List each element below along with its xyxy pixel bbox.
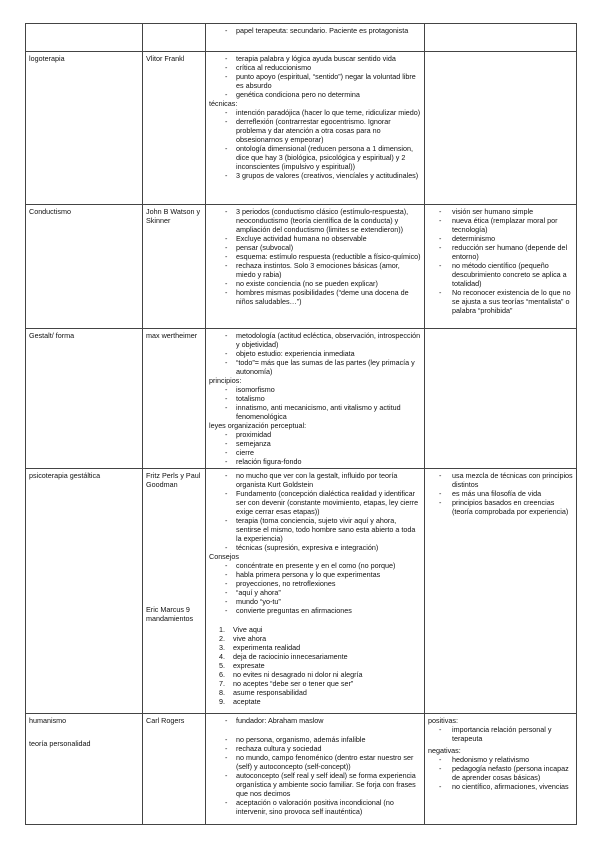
list-item: - no existe conciencia (no se pueden explicar)	[209, 279, 421, 288]
list-item: - totalismo	[209, 394, 421, 403]
list-item: - mundo “yo-tu”	[209, 597, 421, 606]
list-item: - derreflexión (contrarrestar egocentrismo. Ignorar problema y dar atención a otra cosas para no obsesionarnos y empeorar)	[209, 117, 421, 144]
advice-list	[209, 561, 421, 615]
list-item: - “aquí y ahora”	[209, 588, 421, 597]
laws-list	[209, 430, 421, 466]
author-cell: max wertheimer	[143, 329, 206, 469]
author-cell	[143, 469, 206, 714]
author-cell: Vlitor Frankl	[143, 52, 206, 205]
list-item: - semejanza	[209, 439, 421, 448]
list-item: 1. Vive aqui	[219, 625, 263, 635]
list-item: - usa mezcla de técnicas con principios distintos	[428, 471, 573, 489]
list-item: - cierre	[209, 448, 421, 457]
feature-list	[209, 471, 421, 552]
list-item: - no método científico (pequeño descubrimiento concreto se aplica a totalidad)	[428, 261, 573, 288]
list-item: - concéntrate en presente y en el como (no porque)	[209, 561, 421, 570]
table-row	[26, 52, 577, 205]
critique-cell	[425, 52, 577, 205]
list-item: - autoconcepto (self real y self ideal) se forma experiencia organística y ambiente socio familiar. Se forja con frases que nos decimos	[209, 771, 421, 798]
feature-list	[209, 331, 421, 376]
list-item: - nueva ética (remplazar moral por tecnología)	[428, 216, 573, 234]
list-item: 2. vive ahora	[219, 634, 267, 644]
list-item: 9. aceptate	[219, 697, 261, 707]
list-item: - isomorfismo	[209, 385, 421, 394]
technique-list	[209, 108, 421, 180]
list-item: - crítica al reduccionismo	[209, 63, 421, 72]
list-item: - No reconocer existencia de lo que no se ajusta a sus teorías “mentalista” o palabra “prohibida”	[428, 288, 573, 315]
author-cell	[143, 24, 206, 52]
principles-list	[209, 385, 421, 421]
table-row	[26, 204, 577, 329]
list-item: - rechaza cultura y sociedad	[209, 744, 421, 753]
section-heading: Consejos	[209, 552, 239, 562]
features-cell	[206, 24, 425, 52]
list-item: - principios basados en creencias (teoría comprobada por experiencia)	[428, 498, 573, 516]
school-cell	[26, 24, 143, 52]
author-cell: John B Watson y Skinner	[143, 204, 206, 329]
critique-cell	[425, 329, 577, 469]
list-item: 3. experimenta realidad	[219, 643, 301, 653]
list-item: - punto apoyo (espiritual, “sentido”) negar la voluntad libre es absurdo	[209, 72, 421, 90]
list-item: - terapia (toma conciencia, sujeto vivir aquí y ahora, sentirse el mismo, todo hombre sano esta abierto a toda la experiencia)	[209, 516, 421, 543]
author-name: Eric Marcus 9 mandamientos	[146, 605, 194, 624]
positives-list	[428, 725, 573, 743]
school-cell: Gestalt/ forma	[26, 329, 143, 469]
feature-list	[209, 26, 421, 35]
features-cell	[206, 329, 425, 469]
table-row	[26, 469, 577, 714]
list-item: - rechaza instintos. Solo 3 emociones básicas (amor, miedo y rabia)	[209, 261, 421, 279]
list-item: - metodología (actitud ecléctica, observación, introspección y objetividad)	[209, 331, 421, 349]
list-item: - determinismo	[428, 234, 573, 243]
list-item: - innatismo, anti mecanicismo, anti vitalismo y actitud fenomenológica	[209, 403, 421, 421]
list-item: - proximidad	[209, 430, 421, 439]
section-heading: positivas:	[428, 716, 458, 726]
list-item: - hedonismo y relativismo	[428, 755, 573, 764]
list-item: - relación figura-fondo	[209, 457, 421, 466]
table-row	[26, 329, 577, 469]
negatives-list	[428, 755, 573, 791]
list-item: - Fundamento (concepción dialéctica realidad y identificar ser con devenir (constante movimiento, etapas, ley cierre exige cerrar esas etapas))	[209, 489, 421, 516]
list-item: - genética condiciona pero no determina	[209, 90, 421, 99]
comparison-table	[25, 23, 577, 825]
list-item: - papel terapeuta: secundario. Paciente es protagonista	[209, 26, 421, 35]
list-item: 7. no aceptes “debe ser o tener que ser”	[219, 679, 354, 689]
list-item: - “todo”= más que las sumas de las partes (ley primacía y autonomía)	[209, 358, 421, 376]
list-item: - convierte preguntas en afirmaciones	[209, 606, 421, 615]
list-item: - esquema: estímulo respuesta (reductible a físico-químico)	[209, 252, 421, 261]
list-item: - ontología dimensional (reducen persona a 1 dimension, dice que hay 3 (biológica, psicológica y espiritual) y 2 inconscientes (impulsivo y espiritual))	[209, 144, 421, 171]
critique-cell	[425, 204, 577, 329]
critique-cell	[425, 714, 577, 825]
critique-list	[428, 471, 573, 516]
list-item: - no mucho que ver con la gestalt, influido por teoría organista Kurt Goldstein	[209, 471, 421, 489]
features-cell	[206, 52, 425, 205]
section-heading: negativas:	[428, 746, 461, 756]
list-item: 4. deja de raciocinio innecesariamente	[219, 652, 348, 662]
critique-cell	[425, 469, 577, 714]
features-cell	[206, 714, 425, 825]
list-item: 5. expresate	[219, 661, 265, 671]
section-heading: principios:	[209, 376, 242, 386]
list-item: - pensar (subvocal)	[209, 243, 421, 252]
school-name: humanismo	[29, 716, 67, 726]
list-item: - no persona, organismo, además infalible	[209, 735, 421, 744]
features-cell	[206, 204, 425, 329]
feature-list-2	[209, 735, 421, 816]
section-heading: técnicas:	[209, 99, 238, 109]
list-item: - terapia palabra y lógica ayuda buscar sentido vida	[209, 54, 421, 63]
list-item: - habla primera persona y lo que experimentas	[209, 570, 421, 579]
list-item: - no mundo, campo fenoménico (dentro estar nuestro ser (self) y autoconcepto (self-concept))	[209, 753, 421, 771]
list-item: - es más una filosofía de vida	[428, 489, 573, 498]
list-item: - visión ser humano simple	[428, 207, 573, 216]
list-item: - no científico, afirmaciones, vivencias	[428, 782, 573, 791]
author-cell: Carl Rogers	[143, 714, 206, 825]
feature-list	[209, 54, 421, 99]
school-cell: psicoterapia gestáltica	[26, 469, 143, 714]
table-row	[26, 714, 577, 825]
author-name: Fritz Perls y Paul Goodman	[146, 471, 201, 490]
list-item: - intención paradójica (hacer lo que teme, ridiculizar miedo)	[209, 108, 421, 117]
list-item: - fundador: Abraham maslow	[209, 716, 421, 725]
list-item: - hombres mismas posibilidades (“deme una docena de niños saludables…”)	[209, 288, 421, 306]
school-cell: logoterapia	[26, 52, 143, 205]
list-item: - proyecciones, no retroflexiones	[209, 579, 421, 588]
school-cell	[26, 714, 143, 825]
list-item: - 3 grupos de valores (creativos, viencíales y actitudinales)	[209, 171, 421, 180]
commandments-list	[209, 625, 421, 706]
list-item: - aceptación o valoración positiva incondicional (no intervenir, sino provoca self inauténtica)	[209, 798, 421, 816]
list-item: - Excluye actividad humana no observable	[209, 234, 421, 243]
features-cell	[206, 469, 425, 714]
list-item: 8. asume responsabilidad	[219, 688, 307, 698]
list-item: 6. no evites ni desagrado ni dolor ni alegría	[219, 670, 363, 680]
school-cell: Conductismo	[26, 204, 143, 329]
list-item: - pedagogía nefasto (persona incapaz de aprender cosas básicas)	[428, 764, 573, 782]
critique-list	[428, 207, 573, 315]
table-row	[26, 24, 577, 52]
list-item: - reducción ser humano (depende del entorno)	[428, 243, 573, 261]
list-item: - objeto estudio: experiencia inmediata	[209, 349, 421, 358]
list-item: - 3 periodos (conductismo clásico (estímulo-respuesta), neoconductismo (teoría científica de la conducta) y ampliación del conductismo (limites se extendieron))	[209, 207, 421, 234]
critique-cell	[425, 24, 577, 52]
feature-list	[209, 207, 421, 306]
list-item: - importancia relación personal y terapeuta	[428, 725, 573, 743]
list-item: - técnicas (supresión, expresiva e integración)	[209, 543, 421, 552]
section-heading: leyes organización perceptual:	[209, 421, 307, 431]
school-subname: teoría personalidad	[29, 739, 91, 749]
feature-list	[209, 716, 421, 725]
